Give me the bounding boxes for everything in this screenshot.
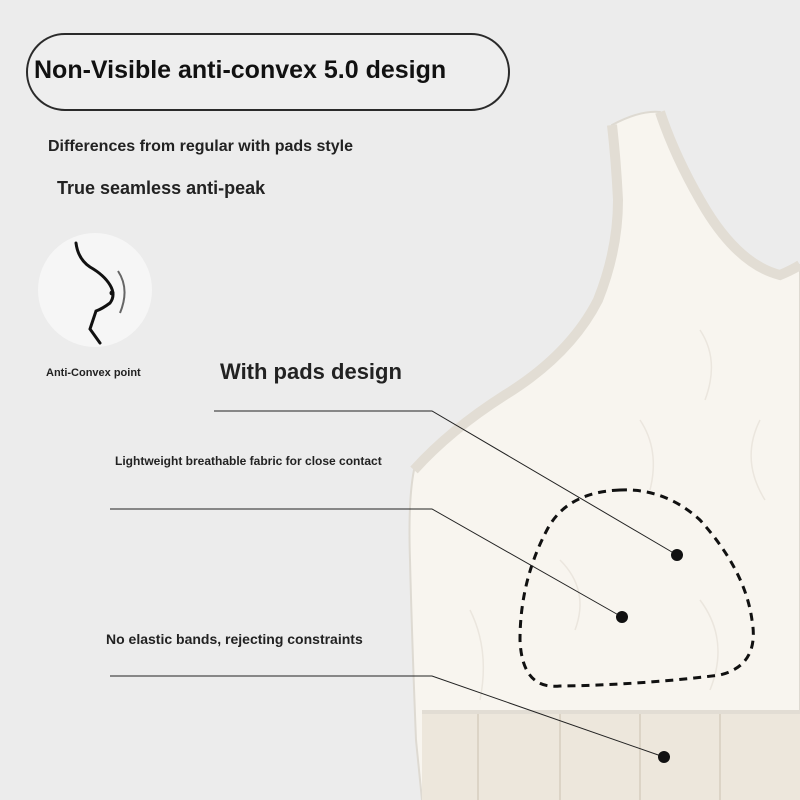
callout-fabric-label: Lightweight breathable fabric for close contact: [115, 454, 382, 468]
profile-silhouette-icon: [38, 233, 152, 347]
callout-dot-fabric: [616, 611, 628, 623]
icon-caption: Anti-Convex point: [46, 367, 141, 379]
page-title: Non-Visible anti-convex 5.0 design: [34, 56, 447, 84]
subtitle: Differences from regular with pads style: [48, 138, 353, 155]
callout-dot-pads: [671, 549, 683, 561]
pads-heading: With pads design: [220, 359, 402, 384]
callout-dot-bands: [658, 751, 670, 763]
tank-top-body: [410, 112, 800, 800]
anti-convex-icon-badge: [38, 233, 152, 347]
feature-heading: True seamless anti-peak: [57, 178, 266, 198]
callout-bands-label: No elastic bands, rejecting constraints: [106, 631, 363, 647]
